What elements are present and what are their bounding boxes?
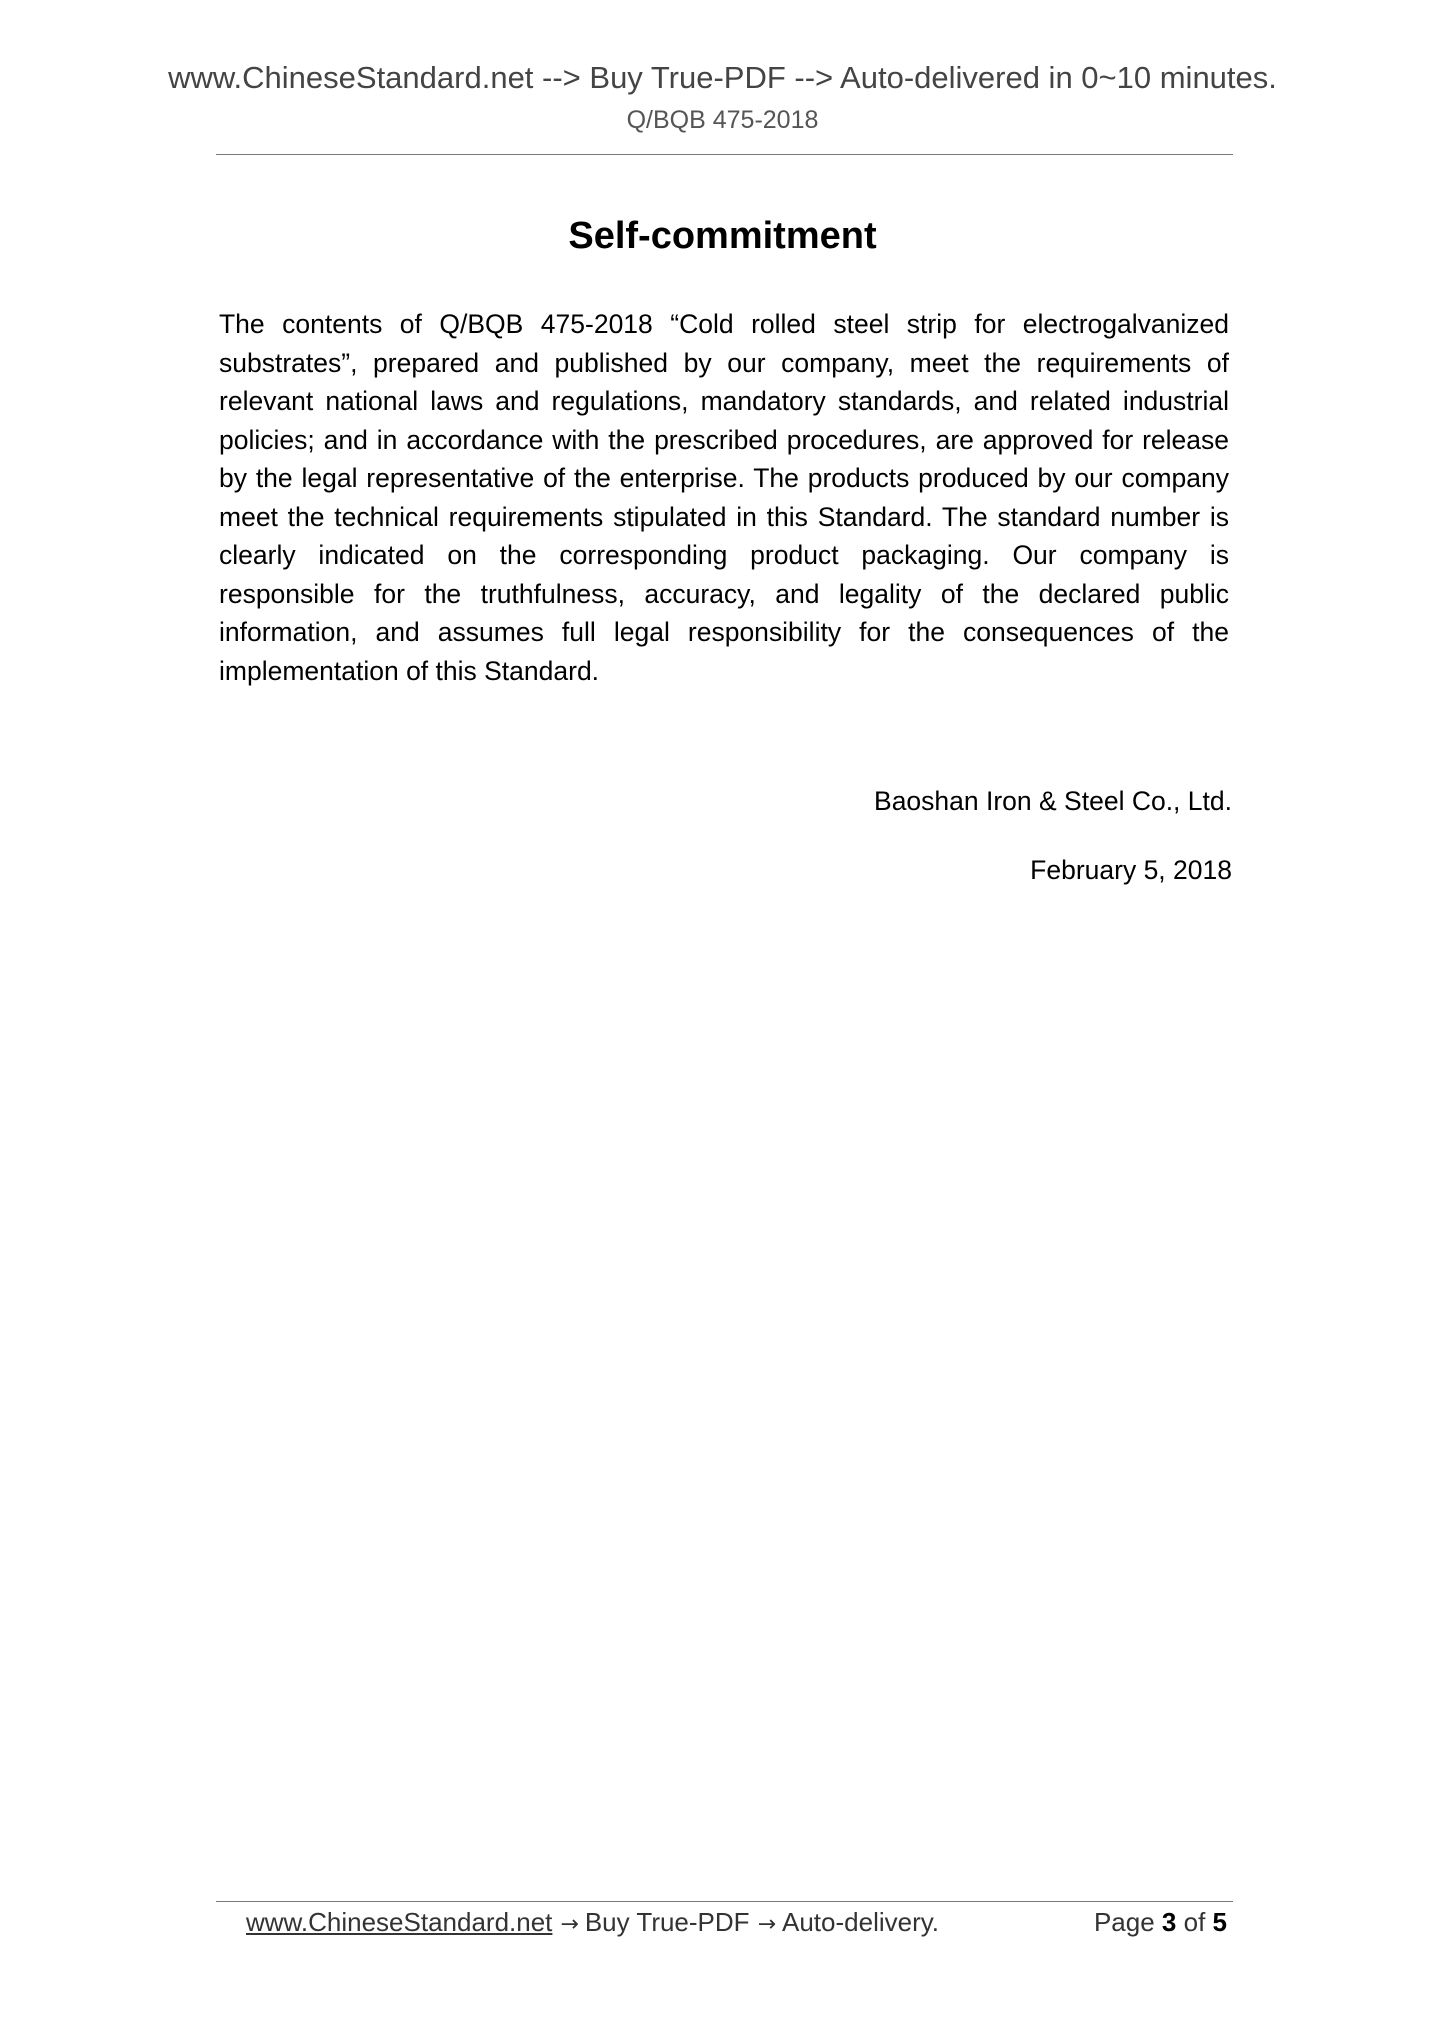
arrow-right-icon: →: [560, 1912, 579, 1937]
footer-promo: [246, 1904, 939, 1943]
header-banner: www.ChineseStandard.net --> Buy True-PDF --> Auto-delivered in 0~10 minutes.: [168, 60, 1277, 95]
footer-divider: [216, 1901, 1233, 1902]
page-total: 5: [1212, 1907, 1227, 1937]
page-of-label: of: [1183, 1907, 1206, 1937]
page-label: Page: [1093, 1907, 1155, 1937]
page-current: 3: [1161, 1907, 1177, 1937]
header-divider: [216, 154, 1233, 155]
page-title: Self-commitment: [568, 215, 877, 257]
signature-date: February 5, 2018: [1030, 855, 1232, 885]
footer-segment-buy: Buy True-PDF: [584, 1907, 750, 1937]
arrow-right-icon: →: [757, 1912, 776, 1937]
document-code: Q/BQB 475-2018: [626, 106, 819, 134]
signatory-name: Baoshan Iron & Steel Co., Ltd.: [874, 786, 1232, 816]
commitment-paragraph: The contents of Q/BQB 475-2018 “Cold rolled steel strip for electrogalvanized substrates”, prepared and published by our company, meet the requirements of relevant national laws and regulations, mandatory standards, and related industrial policies; and in accordance with the prescribed procedures, are approved for release by the legal representative of the enterprise. The products produced by our company meet the technical requirements stipulated in this Standard. The standard number is clearly indicated on the corresponding product packaging. Our company is responsible for the truthfulness, accuracy, and legality of the declared public information, and assumes full legal responsibility for the consequences of the implementation of this Standard.: [219, 309, 1229, 686]
footer-segment-delivery: Auto-delivery.: [782, 1907, 940, 1937]
page-indicator: [1094, 1904, 1227, 1940]
website-link[interactable]: www.ChineseStandard.net: [246, 1907, 553, 1937]
